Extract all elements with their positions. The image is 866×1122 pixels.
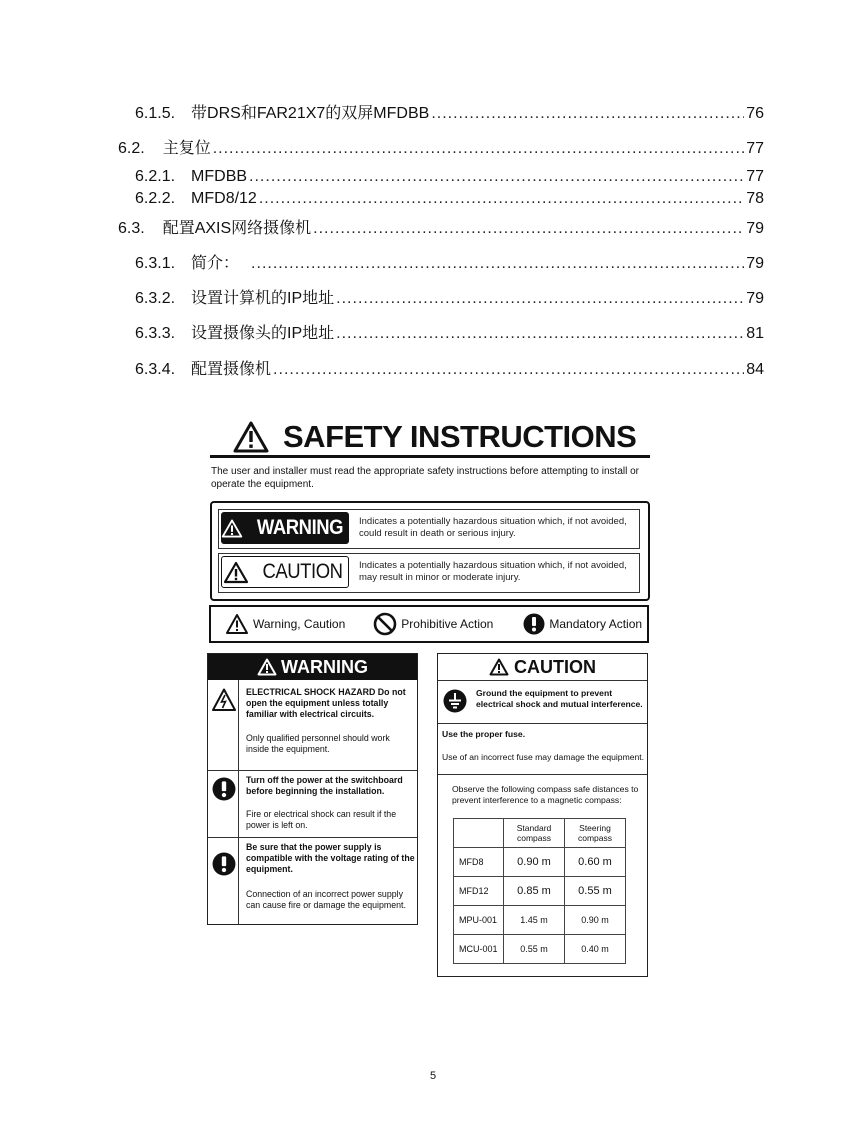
column-header: Steering compass bbox=[565, 819, 626, 848]
table-row bbox=[454, 877, 626, 906]
toc-leader bbox=[259, 189, 744, 209]
row-header: MFD8 bbox=[454, 848, 504, 877]
table-cell: 0.90 m bbox=[504, 848, 565, 877]
mandatory-icon bbox=[523, 613, 545, 635]
ground-text: Ground the equipment to prevent electrical shock and mutual interference. bbox=[476, 688, 643, 709]
row-header: MFD12 bbox=[454, 877, 504, 906]
warning-section-power-off bbox=[208, 770, 417, 838]
toc-number: 6.2.2. bbox=[135, 190, 176, 207]
toc-number: 6.2.1. bbox=[135, 168, 176, 185]
caution-label-text: CAUTION bbox=[261, 560, 343, 583]
warning-label-text: WARNING bbox=[256, 516, 344, 539]
toc-title: 设置摄像头的IP地址 bbox=[191, 325, 335, 342]
power-supply-note: Connection of an incorrect power supply can cause fire or damage the equipment. bbox=[246, 889, 406, 910]
safety-instructions-figure bbox=[205, 405, 650, 985]
toc-title: 配置AXIS网络摄像机 bbox=[162, 220, 312, 237]
power-supply-text: Be sure that the power supply is compatible with the voltage rating of the equipment. bbox=[246, 842, 415, 874]
caution-panel-heading bbox=[438, 654, 647, 681]
toc-page: 79 bbox=[746, 220, 764, 237]
toc-number: 6.3.2. bbox=[135, 290, 176, 307]
toc-leader bbox=[313, 219, 744, 239]
toc-number: 6.1.5. bbox=[135, 105, 176, 122]
legend-warning-caution bbox=[225, 613, 345, 635]
mandatory-icon bbox=[212, 777, 236, 801]
warning-triangle-icon bbox=[221, 517, 243, 540]
toc-title: MFD8/12 bbox=[191, 190, 257, 207]
toc-entry[interactable] bbox=[135, 360, 764, 380]
shock-hazard-note: Only qualified personnel should work inside the equipment. bbox=[246, 733, 390, 754]
caution-panel bbox=[437, 653, 648, 977]
toc-leader bbox=[251, 254, 744, 274]
toc-leader bbox=[336, 289, 744, 309]
power-off-text: Turn off the power at the switchboard before beginning the installation. bbox=[246, 775, 403, 796]
warning-panel-heading bbox=[208, 654, 417, 680]
warning-section-power-supply bbox=[208, 837, 417, 924]
toc-page: 79 bbox=[746, 290, 764, 307]
legend-mandatory bbox=[523, 613, 642, 635]
caution-description: Indicates a potentially hazardous situation which, if not avoided, may result in minor or moderate injury. bbox=[359, 560, 627, 583]
table-row bbox=[454, 848, 626, 877]
warning-section-shock bbox=[208, 680, 417, 770]
warning-panel-heading-text: WARNING bbox=[281, 656, 368, 677]
toc-entry[interactable] bbox=[135, 167, 764, 187]
toc-leader bbox=[431, 104, 744, 124]
toc-title: 简介： bbox=[191, 255, 240, 272]
caution-section-fuse bbox=[438, 724, 647, 775]
compass-distance-table bbox=[453, 818, 626, 964]
ground-icon bbox=[443, 689, 467, 713]
toc-page: 78 bbox=[746, 190, 764, 207]
warning-label bbox=[221, 512, 349, 544]
warning-triangle-icon bbox=[257, 658, 277, 676]
toc-number: 6.3.4. bbox=[135, 361, 176, 378]
table-cell: 0.55 m bbox=[504, 935, 565, 964]
toc-title: 配置摄像机 bbox=[191, 361, 272, 378]
table-row bbox=[454, 935, 626, 964]
toc-entry[interactable] bbox=[135, 254, 764, 274]
toc-entry[interactable] bbox=[118, 219, 764, 239]
toc-number: 6.2. bbox=[118, 140, 145, 157]
prohibitive-icon bbox=[373, 612, 397, 636]
safety-title-text: SAFETY INSTRUCTIONS bbox=[283, 419, 637, 454]
caution-section-ground bbox=[438, 681, 647, 724]
toc-title: 带DRS和FAR21X7的双屏MFDBB bbox=[191, 105, 430, 122]
signal-word-box bbox=[210, 501, 650, 601]
toc-entry[interactable] bbox=[118, 139, 764, 159]
legend-label: Mandatory Action bbox=[549, 617, 643, 631]
warning-triangle-icon bbox=[233, 421, 269, 453]
legend-label: Prohibitive Action bbox=[401, 617, 494, 631]
power-off-note: Fire or electrical shock can result if the power is left on. bbox=[246, 809, 397, 830]
signal-row-warning bbox=[218, 509, 640, 549]
legend-label: Warning, Caution bbox=[253, 617, 346, 631]
warning-triangle-icon bbox=[489, 658, 509, 676]
table-cell: 1.45 m bbox=[504, 906, 565, 935]
toc-leader bbox=[249, 167, 744, 187]
toc-number: 6.3.1. bbox=[135, 255, 176, 272]
warning-triangle-icon bbox=[225, 613, 249, 635]
toc-title: MFDBB bbox=[191, 168, 248, 185]
table-cell: 0.90 m bbox=[565, 906, 626, 935]
column-header: Standard compass bbox=[504, 819, 565, 848]
safety-title bbox=[233, 415, 636, 459]
toc-title: 设置计算机的IP地址 bbox=[191, 290, 335, 307]
toc-entry[interactable] bbox=[135, 289, 764, 309]
toc-page: 77 bbox=[746, 168, 764, 185]
caution-panel-heading-text: CAUTION bbox=[514, 656, 596, 677]
row-header: MCU-001 bbox=[454, 935, 504, 964]
row-header: MPU-001 bbox=[454, 906, 504, 935]
table-cell: 0.60 m bbox=[565, 848, 626, 877]
warning-triangle-icon bbox=[223, 561, 249, 584]
table-cell: 0.85 m bbox=[504, 877, 565, 906]
table-cell: 0.55 m bbox=[565, 877, 626, 906]
toc-number: 6.3. bbox=[118, 220, 145, 237]
toc-page: 79 bbox=[746, 255, 764, 272]
toc-page: 77 bbox=[746, 140, 764, 157]
table-corner bbox=[454, 819, 504, 848]
toc-page: 84 bbox=[746, 361, 764, 378]
title-rule bbox=[210, 455, 650, 458]
caution-label bbox=[221, 556, 349, 588]
toc-entry[interactable] bbox=[135, 324, 764, 344]
table-header-row bbox=[454, 819, 626, 848]
symbols-legend bbox=[209, 605, 649, 643]
toc-entry[interactable] bbox=[135, 189, 764, 209]
toc-leader bbox=[213, 139, 745, 159]
toc-title: 主复位 bbox=[162, 140, 211, 157]
electric-shock-icon bbox=[212, 688, 236, 712]
toc-leader bbox=[273, 360, 744, 380]
toc-page: 81 bbox=[746, 325, 764, 342]
legend-prohibitive bbox=[373, 612, 493, 636]
toc-entry[interactable] bbox=[135, 104, 764, 124]
warning-panel bbox=[207, 653, 418, 925]
toc-page: 76 bbox=[746, 105, 764, 122]
safety-intro: The user and installer must read the appropriate safety instructions before attempting to install or operate the equipment. bbox=[211, 466, 640, 490]
shock-hazard-text: ELECTRICAL SHOCK HAZARD Do not open the equipment unless totally familiar with electrical circuits. bbox=[246, 687, 406, 719]
toc-number: 6.3.3. bbox=[135, 325, 176, 342]
warning-description: Indicates a potentially hazardous situation which, if not avoided, could result in death or serious injury. bbox=[359, 516, 627, 539]
compass-text: Observe the following compass safe distances to prevent interference to a magnetic compass: bbox=[452, 784, 639, 805]
table-cell: 0.40 m bbox=[565, 935, 626, 964]
signal-row-caution bbox=[218, 553, 640, 593]
page-number: 5 bbox=[429, 1070, 437, 1082]
fuse-text: Use the proper fuse. bbox=[442, 729, 526, 739]
table-row bbox=[454, 906, 626, 935]
toc-leader bbox=[336, 324, 744, 344]
mandatory-icon bbox=[212, 852, 236, 876]
fuse-note: Use of an incorrect fuse may damage the equipment. bbox=[442, 752, 645, 762]
